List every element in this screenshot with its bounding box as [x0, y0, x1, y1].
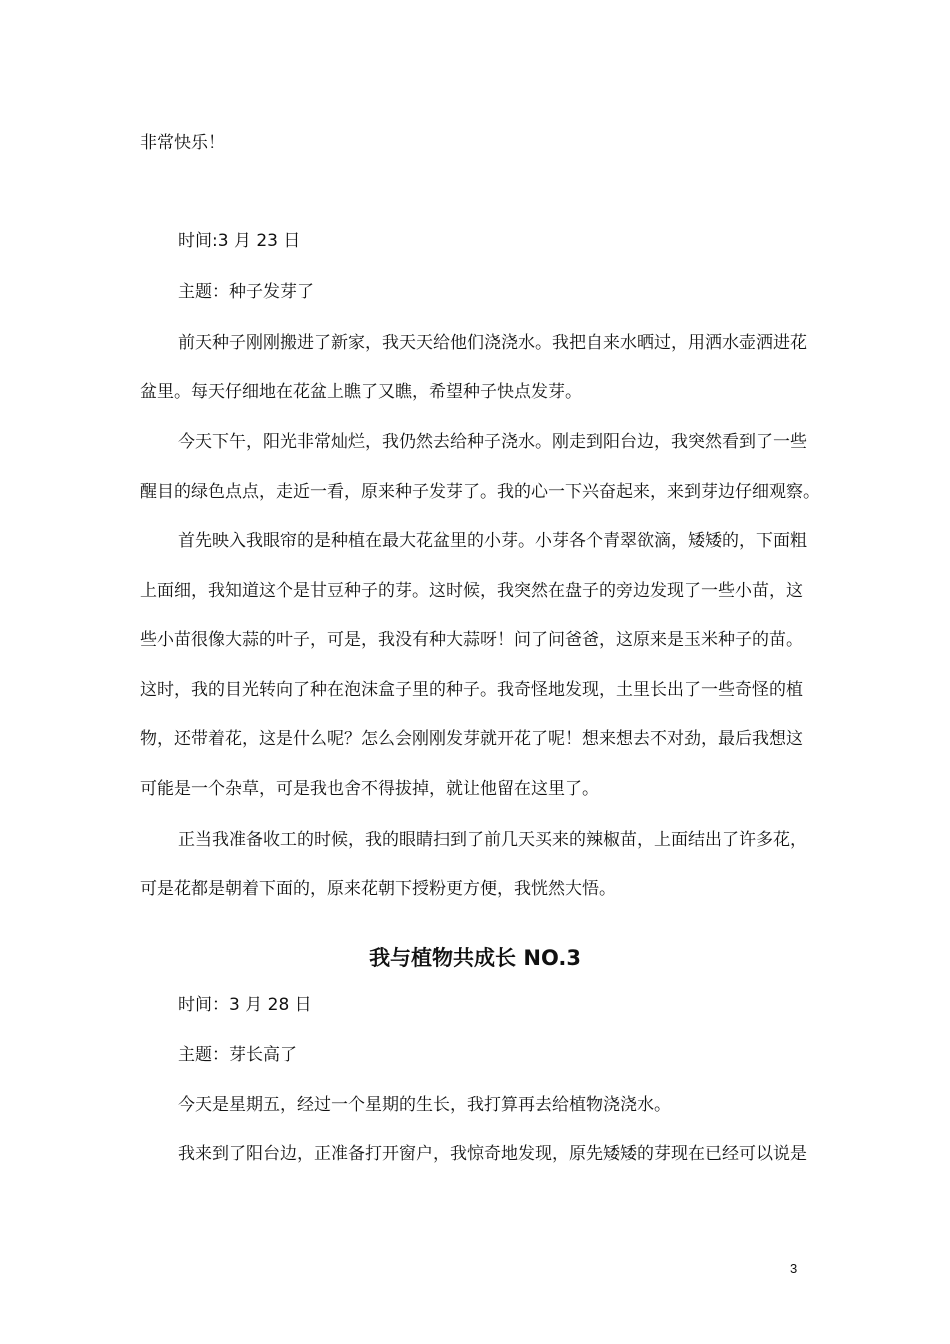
entry3-heading: 我与植物共成长 NO.3	[369, 946, 581, 970]
entry2-paragraph-4-line-2: 可是花都是朝着下面的，原来花朝下授粉更方便，我恍然大悟。	[140, 879, 616, 899]
entry2-paragraph-2-line-2: 醒目的绿色点点，走近一看，原来种子发芽了。我的心一下兴奋起来，来到芽边仔细观察。	[140, 482, 820, 502]
entry2-paragraph-1-line-2: 盆里。每天仔细地在花盆上瞧了又瞧，希望种子快点发芽。	[140, 382, 582, 402]
entry2-paragraph-2-line-1: 今天下午，阳光非常灿烂，我仍然去给种子浇水。刚走到阳台边，我突然看到了一些	[178, 432, 807, 452]
entry2-paragraph-1-line-1: 前天种子刚刚搬进了新家，我天天给他们浇浇水。我把自来水晒过，用洒水壶洒进花	[178, 333, 807, 353]
entry2-paragraph-3-line-6: 可能是一个杂草，可是我也舍不得拔掉，就让他留在这里了。	[140, 779, 599, 799]
entry2-theme-line: 主题：种子发芽了	[178, 282, 314, 302]
entry2-paragraph-3-line-2: 上面细，我知道这个是甘豆种子的芽。这时候，我突然在盘子的旁边发现了一些小苗，这	[140, 581, 803, 601]
entry3-paragraph-1-line-1: 今天是星期五，经过一个星期的生长，我打算再去给植物浇浇水。	[178, 1095, 671, 1115]
entry2-date-line: 时间:3 月 23 日	[178, 231, 301, 251]
entry3-paragraph-2-line-1: 我来到了阳台边，正准备打开窗户，我惊奇地发现，原先矮矮的芽现在已经可以说是	[178, 1144, 807, 1164]
entry2-paragraph-3-line-1: 首先映入我眼帘的是种植在最大花盆里的小芽。小芽各个青翠欲滴，矮矮的，下面粗	[178, 531, 807, 551]
entry2-paragraph-4-line-1: 正当我准备收工的时候，我的眼睛扫到了前几天买来的辣椒苗，上面结出了许多花，	[178, 830, 807, 850]
intro-line: 非常快乐！	[140, 133, 225, 153]
entry2-paragraph-3-line-4: 这时，我的目光转向了种在泡沫盒子里的种子。我奇怪地发现，土里长出了一些奇怪的植	[140, 680, 803, 700]
entry3-date-line: 时间：3 月 28 日	[178, 995, 312, 1015]
entry2-paragraph-3-line-3: 些小苗很像大蒜的叶子，可是，我没有种大蒜呀！问了问爸爸，这原来是玉米种子的苗。	[140, 630, 803, 650]
page-number: 3	[790, 1261, 798, 1276]
entry2-paragraph-3-line-5: 物，还带着花，这是什么呢？怎么会刚刚发芽就开花了呢！想来想去不对劲，最后我想这	[140, 729, 803, 749]
entry3-theme-line: 主题：芽长高了	[178, 1045, 297, 1065]
